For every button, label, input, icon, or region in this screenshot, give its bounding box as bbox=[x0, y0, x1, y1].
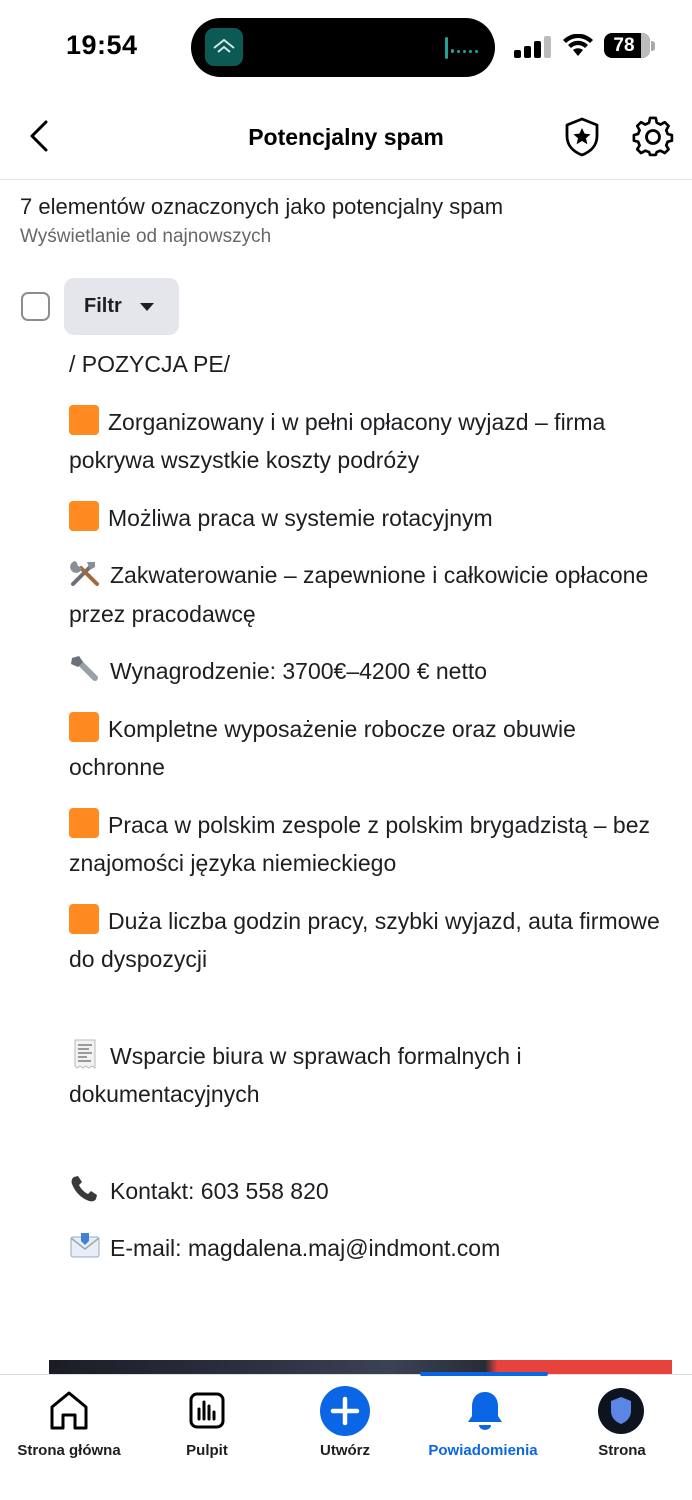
caret-down-icon bbox=[140, 303, 154, 311]
orange-square-icon bbox=[69, 712, 99, 742]
tab-page[interactable]: Strona bbox=[552, 1375, 692, 1475]
message-line: Kompletne wyposażenie robocze oraz obuwie ochronne bbox=[69, 710, 669, 787]
shield-star-icon[interactable] bbox=[562, 116, 602, 158]
battery-cap bbox=[651, 41, 655, 51]
message-line: / POZYCJA PE/ bbox=[69, 351, 231, 377]
bottom-tab-bar bbox=[0, 1374, 692, 1500]
spam-message-body bbox=[69, 345, 669, 1287]
message-line: Zorganizowany i w pełni opłacony wyjazd – firma pokrywa wszystkie koszty podróży bbox=[69, 403, 669, 480]
tab-home[interactable]: Strona główna bbox=[0, 1375, 138, 1475]
select-all-checkbox[interactable] bbox=[21, 292, 50, 321]
page-avatar-icon bbox=[597, 1387, 645, 1435]
incoming-envelope-icon bbox=[69, 1231, 101, 1261]
audio-waveform-icon bbox=[445, 35, 481, 59]
receipt-icon bbox=[69, 1039, 101, 1069]
spam-count-title: 7 elementów oznaczonych jako potencjalny spam bbox=[20, 194, 504, 219]
live-activity-app-icon bbox=[205, 28, 243, 66]
message-line: Duża liczba godzin pracy, szybki wyjazd, auta firmowe do dyspozycji bbox=[69, 902, 669, 979]
tab-create[interactable]: Utwórz bbox=[276, 1375, 414, 1475]
message-line: Wsparcie biura w sprawach formalnych i dokumentacyjnych bbox=[69, 1037, 669, 1114]
cellular-signal-icon bbox=[514, 36, 552, 58]
tools-icon bbox=[69, 558, 101, 588]
tab-dashboard[interactable]: Pulpit bbox=[138, 1375, 276, 1475]
message-line: Wynagrodzenie: 3700€–4200 € netto bbox=[69, 652, 669, 691]
status-bar bbox=[0, 0, 692, 96]
wifi-icon bbox=[561, 34, 595, 58]
sort-order-subtitle: Wyświetlanie od najnowszych bbox=[20, 226, 272, 247]
status-time: 19:54 bbox=[66, 30, 138, 60]
message-line: E-mail: magdalena.maj@indmont.com bbox=[69, 1229, 669, 1268]
gear-icon[interactable] bbox=[632, 116, 674, 158]
message-line: Praca w polskim zespole z polskim brygadzistą – bez znajomości języka niemieckiego bbox=[69, 806, 669, 883]
tab-notifications[interactable]: Powiadomienia bbox=[414, 1375, 552, 1475]
telephone-receiver-icon bbox=[69, 1174, 101, 1204]
plus-circle-icon bbox=[320, 1386, 370, 1436]
orange-square-icon bbox=[69, 501, 99, 531]
orange-square-icon bbox=[69, 808, 99, 838]
dashboard-icon bbox=[183, 1387, 231, 1435]
top-app-bar bbox=[0, 96, 692, 180]
message-line: Kontakt: 603 558 820 bbox=[69, 1172, 669, 1211]
filter-button[interactable] bbox=[64, 278, 179, 335]
orange-square-icon bbox=[69, 405, 99, 435]
home-icon bbox=[45, 1387, 93, 1435]
bell-icon bbox=[461, 1387, 509, 1435]
orange-square-icon bbox=[69, 904, 99, 934]
image-attachment-preview[interactable] bbox=[49, 1360, 672, 1374]
page-title: Potencjalny spam bbox=[248, 124, 444, 150]
dynamic-island bbox=[191, 18, 495, 77]
message-line: Możliwa praca w systemie rotacyjnym bbox=[69, 499, 669, 538]
battery-percent: 78 bbox=[613, 35, 635, 56]
message-line: Zakwaterowanie – zapewnione i całkowicie opłacone przez pracodawcę bbox=[69, 556, 669, 633]
battery-icon bbox=[604, 33, 650, 58]
spam-summary bbox=[20, 193, 680, 248]
nut-and-bolt-icon bbox=[69, 654, 101, 684]
filter-label: Filtr bbox=[84, 295, 122, 317]
